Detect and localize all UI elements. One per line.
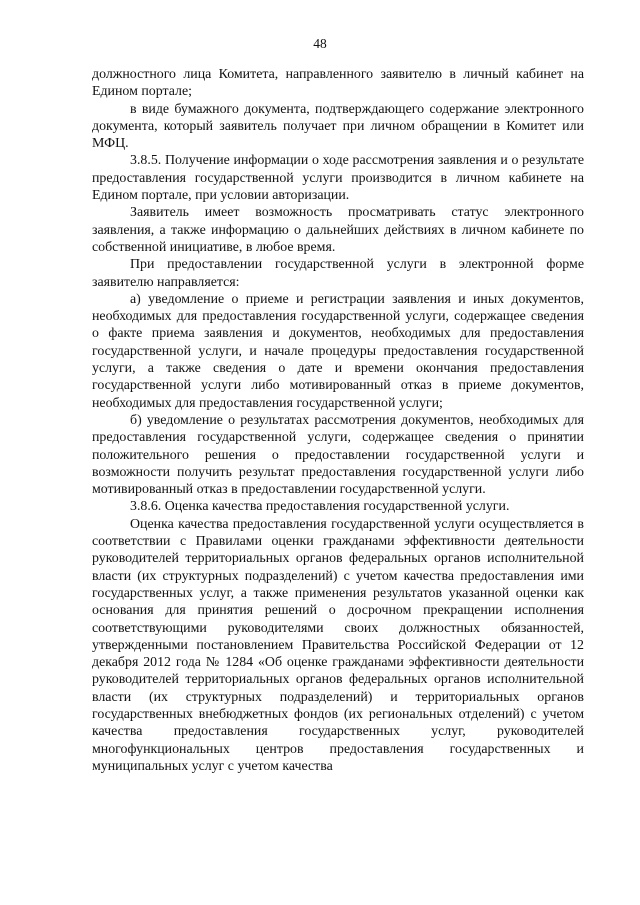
paragraph-status-tracking: Заявитель имеет возможность просматривать статус электронного заявления, а также информацию о дальнейших действиях в личном кабинете по собственной инициативе, в любое время.	[92, 205, 584, 255]
paragraph-item-a: а) уведомление о приеме и регистрации заявления и иных документов, необходимых для предоставления государственной услуги, содержащее сведения о факте приема заявления и документов, необходимых для предоставления государственной услуги, и начале процедуры предоставления государственной услуги, а также сведения о дате и времени окончания предоставления государственной услуги либо мотивированный отказ в приеме документов, необходимых для предоставления государственной услуги;	[92, 291, 584, 411]
document-body	[92, 66, 584, 775]
page-number: 48	[313, 36, 327, 51]
paragraph-notifications-intro: При предоставлении государственной услуги в электронной форме заявителю направляется:	[92, 257, 584, 290]
paragraph-item-b: б) уведомление о результатах рассмотрения документов, необходимых для предоставления государственной услуги, содержащее сведения о принятии положительного решения о предоставлении государственной услуги и возможности получить результат предоставления государственной услуги либо мотивированный отказ в предоставлении государственной услуги.	[92, 412, 584, 498]
paragraph-3-8-5: 3.8.5. Получение информации о ходе рассмотрения заявления и о результате предоставления государственной услуги производится в личном кабинете на Едином портале, при условии авторизации.	[92, 153, 584, 204]
paragraph-3-8-6: 3.8.6. Оценка качества предоставления государственной услуги.	[130, 499, 510, 515]
paragraph-quality-assessment: Оценка качества предоставления государственной услуги осуществляется в соответствии с Правилами оценки гражданами эффективности деятельности руководителей территориальных органов федеральных органов исполнительной власти (их структурных подразделений) с учетом качества предоставления ими государственных услуг, а также применения результатов указанной оценки как основания для принятия решений о досрочном прекращении исполнения соответствующими руководителями своих должностных обязанностей, утвержденными постановлением Правительства Российской Федерации от 12 декабря 2012 года № 1284 «Об оценке гражданами эффективности деятельности руководителей территориальных органов федеральных органов исполнительной власти (их структурных подразделений) и территориальных органов государственных внебюджетных фондов (их региональных отделений) с учетом качества предоставления государственных услуг, руководителей многофункциональных центров предоставления государственных и муниципальных услуг с учетом качества	[92, 516, 584, 774]
paragraph-paper-document: в виде бумажного документа, подтверждающего содержание электронного документа, который заявитель получает при личном обращении в Комитет или МФЦ.	[92, 101, 584, 152]
paragraph-continuation: должностного лица Комитета, направленного заявителю в личный кабинет на Едином портале;	[92, 67, 584, 100]
